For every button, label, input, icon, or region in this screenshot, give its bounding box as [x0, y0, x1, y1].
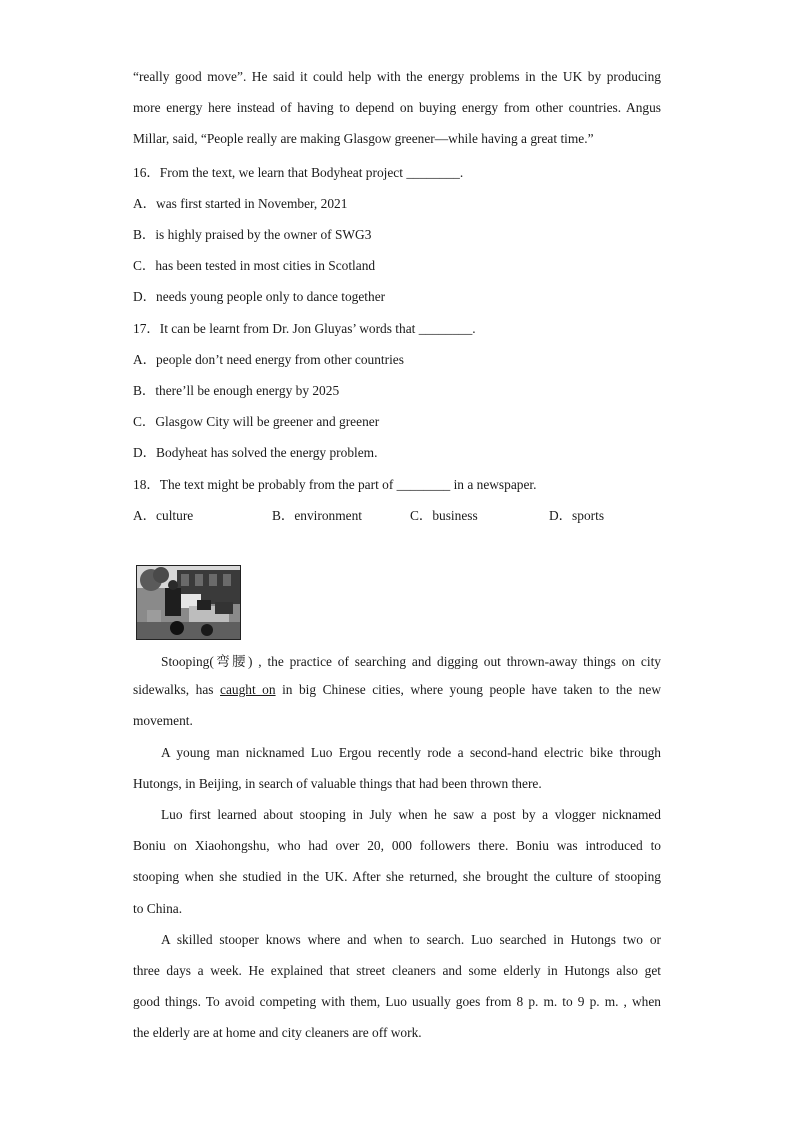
passage-text: in big Chinese cities, where young people have taken to the new	[282, 682, 661, 697]
passage-text: sidewalks, has	[133, 682, 214, 697]
passage-line: good things. To avoid competing with them, Luo usually goes from 8 p. m. to 9 p. m. , when	[133, 994, 661, 1009]
stooping-photo-image	[137, 566, 240, 639]
passage-line: movement.	[133, 713, 193, 728]
question-17-option-d: D．Bodyheat has solved the energy problem.	[133, 445, 378, 460]
question-16-option-d: D．needs young people only to dance together	[133, 289, 386, 304]
passage-line: stooping when she studied in the UK. After she returned, she brought the culture of stooping	[133, 869, 661, 884]
question-18-stem: 18．The text might be probably from the part of ________ in a newspaper.	[133, 477, 537, 492]
question-16-option-c: C．has been tested in most cities in Scotland	[133, 258, 376, 273]
passage-line: Boniu on Xiaohongshu, who had over 20, 000 followers there. Boniu was introduced to	[133, 838, 661, 853]
passage-line	[133, 682, 661, 698]
question-18-option-d: D．sports	[549, 508, 605, 523]
passage-line: Luo first learned about stooping in July when he saw a post by a vlogger nicknamed	[161, 807, 661, 822]
question-18-option-c: C．business	[410, 508, 478, 523]
passage-line: Stooping(弯腰) , the practice of searching and digging out thrown-away things on city	[161, 654, 661, 669]
passage-line: “really good move”. He said it could help with the energy problems in the UK by producing	[133, 69, 661, 84]
stooping-photo	[136, 565, 241, 640]
passage-line: three days a week. He explained that street cleaners and some elderly in Hutongs also get	[133, 963, 661, 978]
passage-line: to China.	[133, 901, 183, 916]
question-18-option-b: B．environment	[272, 508, 363, 523]
question-17-option-b: B．there’ll be enough energy by 2025	[133, 383, 340, 398]
question-16-option-b: B．is highly praised by the owner of SWG3	[133, 227, 372, 242]
question-17-option-a: A．people don’t need energy from other countries	[133, 352, 404, 367]
question-17-option-c: C．Glasgow City will be greener and greener	[133, 414, 380, 429]
passage-line: Millar, said, “People really are making Glasgow greener—while having a great time.”	[133, 131, 594, 146]
question-16-stem: 16．From the text, we learn that Bodyheat project ________.	[133, 165, 464, 180]
passage-line: Hutongs, in Beijing, in search of valuable things that had been thrown there.	[133, 776, 542, 791]
question-17-stem: 17．It can be learnt from Dr. Jon Gluyas’ words that ________.	[133, 321, 476, 336]
passage-line: A young man nicknamed Luo Ergou recently rode a second-hand electric bike through	[161, 745, 661, 760]
passage-line: A skilled stooper knows where and when to search. Luo searched in Hutongs two or	[161, 932, 661, 947]
question-16-option-a: A．was first started in November, 2021	[133, 196, 348, 211]
passage-line: the elderly are at home and city cleaners are off work.	[133, 1025, 422, 1040]
question-18-option-a: A．culture	[133, 508, 194, 523]
underlined-phrase: caught on	[220, 682, 276, 697]
passage-line: more energy here instead of having to depend on buying energy from other countries. Angus	[133, 100, 661, 115]
